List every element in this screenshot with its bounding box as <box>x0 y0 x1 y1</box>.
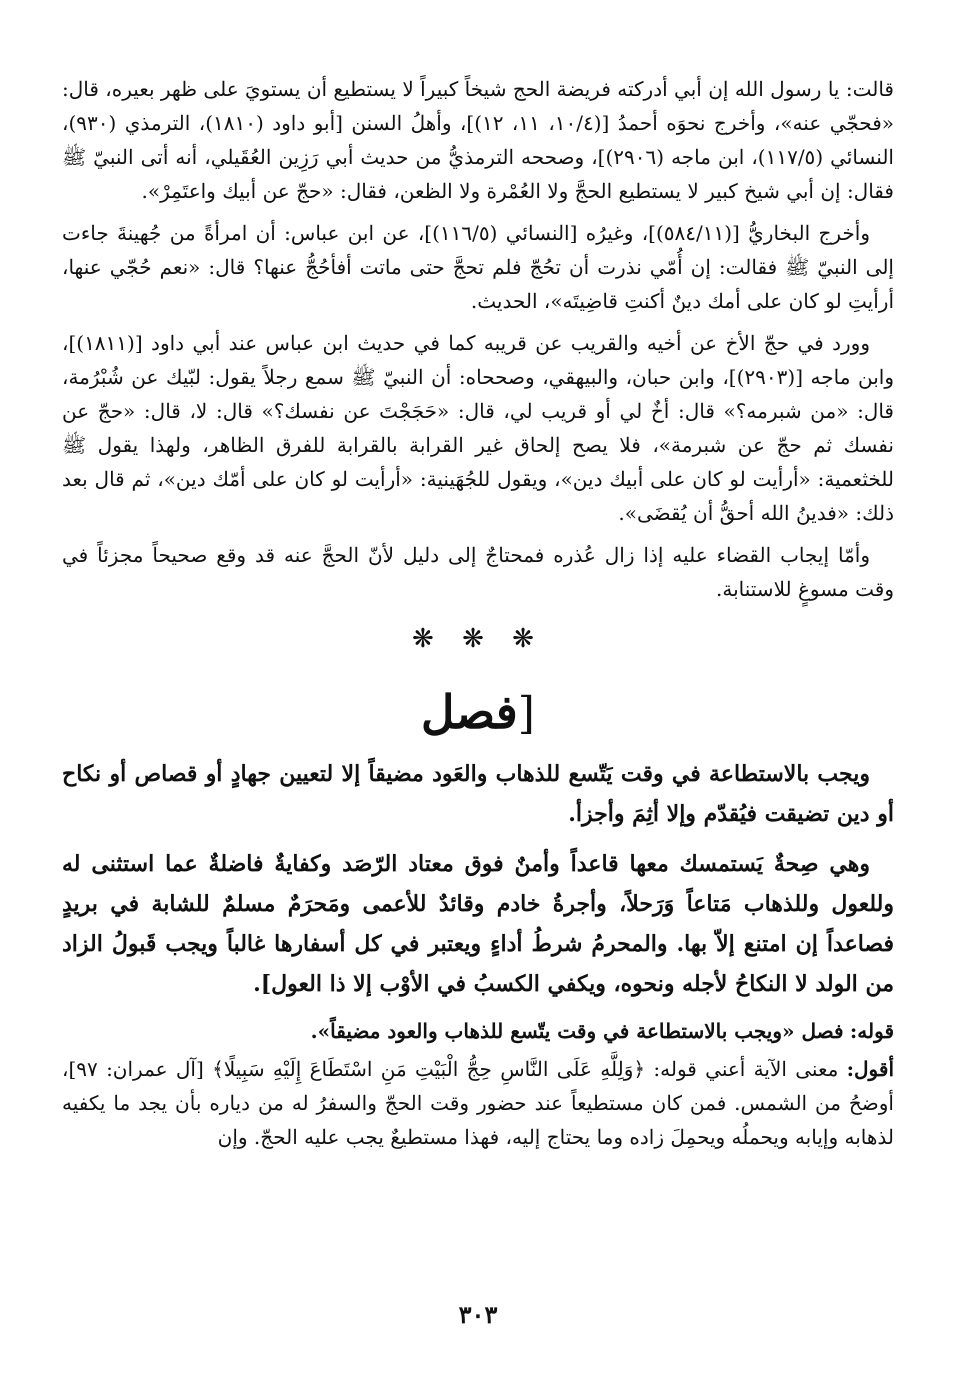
main-text-paragraph-2: وهي صِحةٌ يَستمسك معها قاعداً وأمنٌ فوق معتاد الرّصَد وكفايةٌ فاضلةٌ عما استثنى له وللعول وللذهاب مَتاعاً وَرَحلاً، وأجرةُ خادم وقائدٌ للأعمى ومَحرَمٌ مسلمٌ للشابة في بريدٍ فصاعداً إن امتنع إلاّ بها. والمحرمُ شرطُ أداءٍ ويعتبر في كل أسفارها غالباً ويجب قَبولُ الزاد من الولد لا النكاحُ لأجله ونحوه، ويكفي الكسبُ في الأوْب إلا ذا العول]. <box>62 851 894 997</box>
quote-text: فصل «ويجب بالاستطاعة في وقت يتّسع للذهاب والعود مضيقاً». <box>310 1019 844 1043</box>
section-heading-title: فصل <box>421 685 518 739</box>
quote-line <box>62 1014 894 1048</box>
section-heading <box>62 682 894 744</box>
commentary-paragraph-1: قالت: يا رسول الله إن أبي أدركته فريضة الحج شيخاً كبيراً لا يستطيع أن يستويَ على ظهر بعيره، قال: «فحجّي عنه»، وأخرج نحوَه أحمدُ [(١٠/٤، ١١، ١٢)]، وأهلُ السنن [أبو داود (١٨١٠)، الترمذي (٩٣٠)، النسائي (١١٧/٥)، ابن ماجه (٢٩٠٦)]، وصححه الترمذيُّ من حديث أبي رَزِين العُقَيلي، أنه أتى النبيّ ﷺ فقال: إن أبي شيخ كبير لا يستطيع الحجَّ ولا العُمْرة ولا الظعن، فقال: «حجّ عن أبيك واعتَمِرْ». <box>62 77 895 203</box>
section-separator: ❋ ❋ ❋ <box>412 624 544 654</box>
page-number: ٣٠٣ <box>458 1300 498 1329</box>
commentary-paragraph-4: وأمّا إيجاب القضاء عليه إذا زال عُذره فمحتاجٌ إلى دليل لأنّ الحجَّ عنه قد وقع صحيحاً مجزئاً في وقت مسوغٍ للاستنابة. <box>62 543 894 601</box>
explanation-paragraph <box>62 1052 894 1154</box>
quote-key: قوله: <box>849 1019 894 1043</box>
main-text-paragraph-1: ويجب بالاستطاعة في وقت يَتّسع للذهاب والعَود مضيقاً إلا لتعيين جهادٍ أو قصاص أو نكاح أو دين تضيقت فيُقدّم وإلا أثِمَ وأجزأ. <box>62 761 894 827</box>
explanation-text: معنى الآية أعني قوله: ﴿وَلِلَّهِ عَلَى النَّاسِ حِجُّ الْبَيْتِ مَنِ اسْتَطَاعَ إِلَيْهِ سَبِيلًا﴾ [آل عمران: ٩٧]، أوضحُ من الشمس. فمن كان مستطيعاً عند حضور وقت الحجّ والسفرُ له من دياره بأن يجد ما يكفيه لذهابه وإيابه ويحملُه ويحمِلَ زاده وما يحتاج إليه، فهذا مستطيعٌ يجب عليه الحجّ. وإن <box>62 1057 894 1149</box>
section-heading-bracket: [ <box>517 688 535 739</box>
commentary-paragraph-2: وأخرج البخاريُّ [(٥٨٤/١١)]، وغيرُه [النسائي (١١٦/٥)]، عن ابن عباس: أن امرأةً من جُهينةَ جاءت إلى النبيّ ﷺ فقالت: إن أُمّي نذرت أن تحُجّ فلم تحجَّ حتى ماتت أفأحُجُّ عنها؟ قال: «نعم حُجّي عنها، أرأيتِ لو كان على أمك دينٌ أكنتِ قاضِيتَه»، الحديث. <box>62 221 894 313</box>
explanation-key: أقول: <box>846 1057 895 1081</box>
commentary-paragraph-3: وورد في حجّ الأخ عن أخيه والقريب عن قريبه كما في حديث ابن عباس عند أبي داود [(١٨١١)]، وابن ماجه [(٢٩٠٣)]، وابن حبان، والبيهقي، وصححاه: أن النبيّ ﷺ سمع رجلاً يقول: لبّيك عن شُبْرُمة، قال: «من شبرمه؟» قال: أخٌ لي أو قريب لي، قال: «حَجَجْتَ عن نفسك؟» قال: لا، قال: «حجّ عن نفسك ثم حجّ عن شبرمة»، فلا يصح إلحاق غير القرابة بالقرابة للفرق الظاهر، ولهذا يقول ﷺ للخثعمية: «أرأيت لو كان على أبيك دين»، ويقول للجُهَينية: «أرأيت لو كان على أمّك دين»، ثم قال بعد ذلك: «فدينُ الله أحقُّ أن يُقضَى». <box>62 331 895 525</box>
